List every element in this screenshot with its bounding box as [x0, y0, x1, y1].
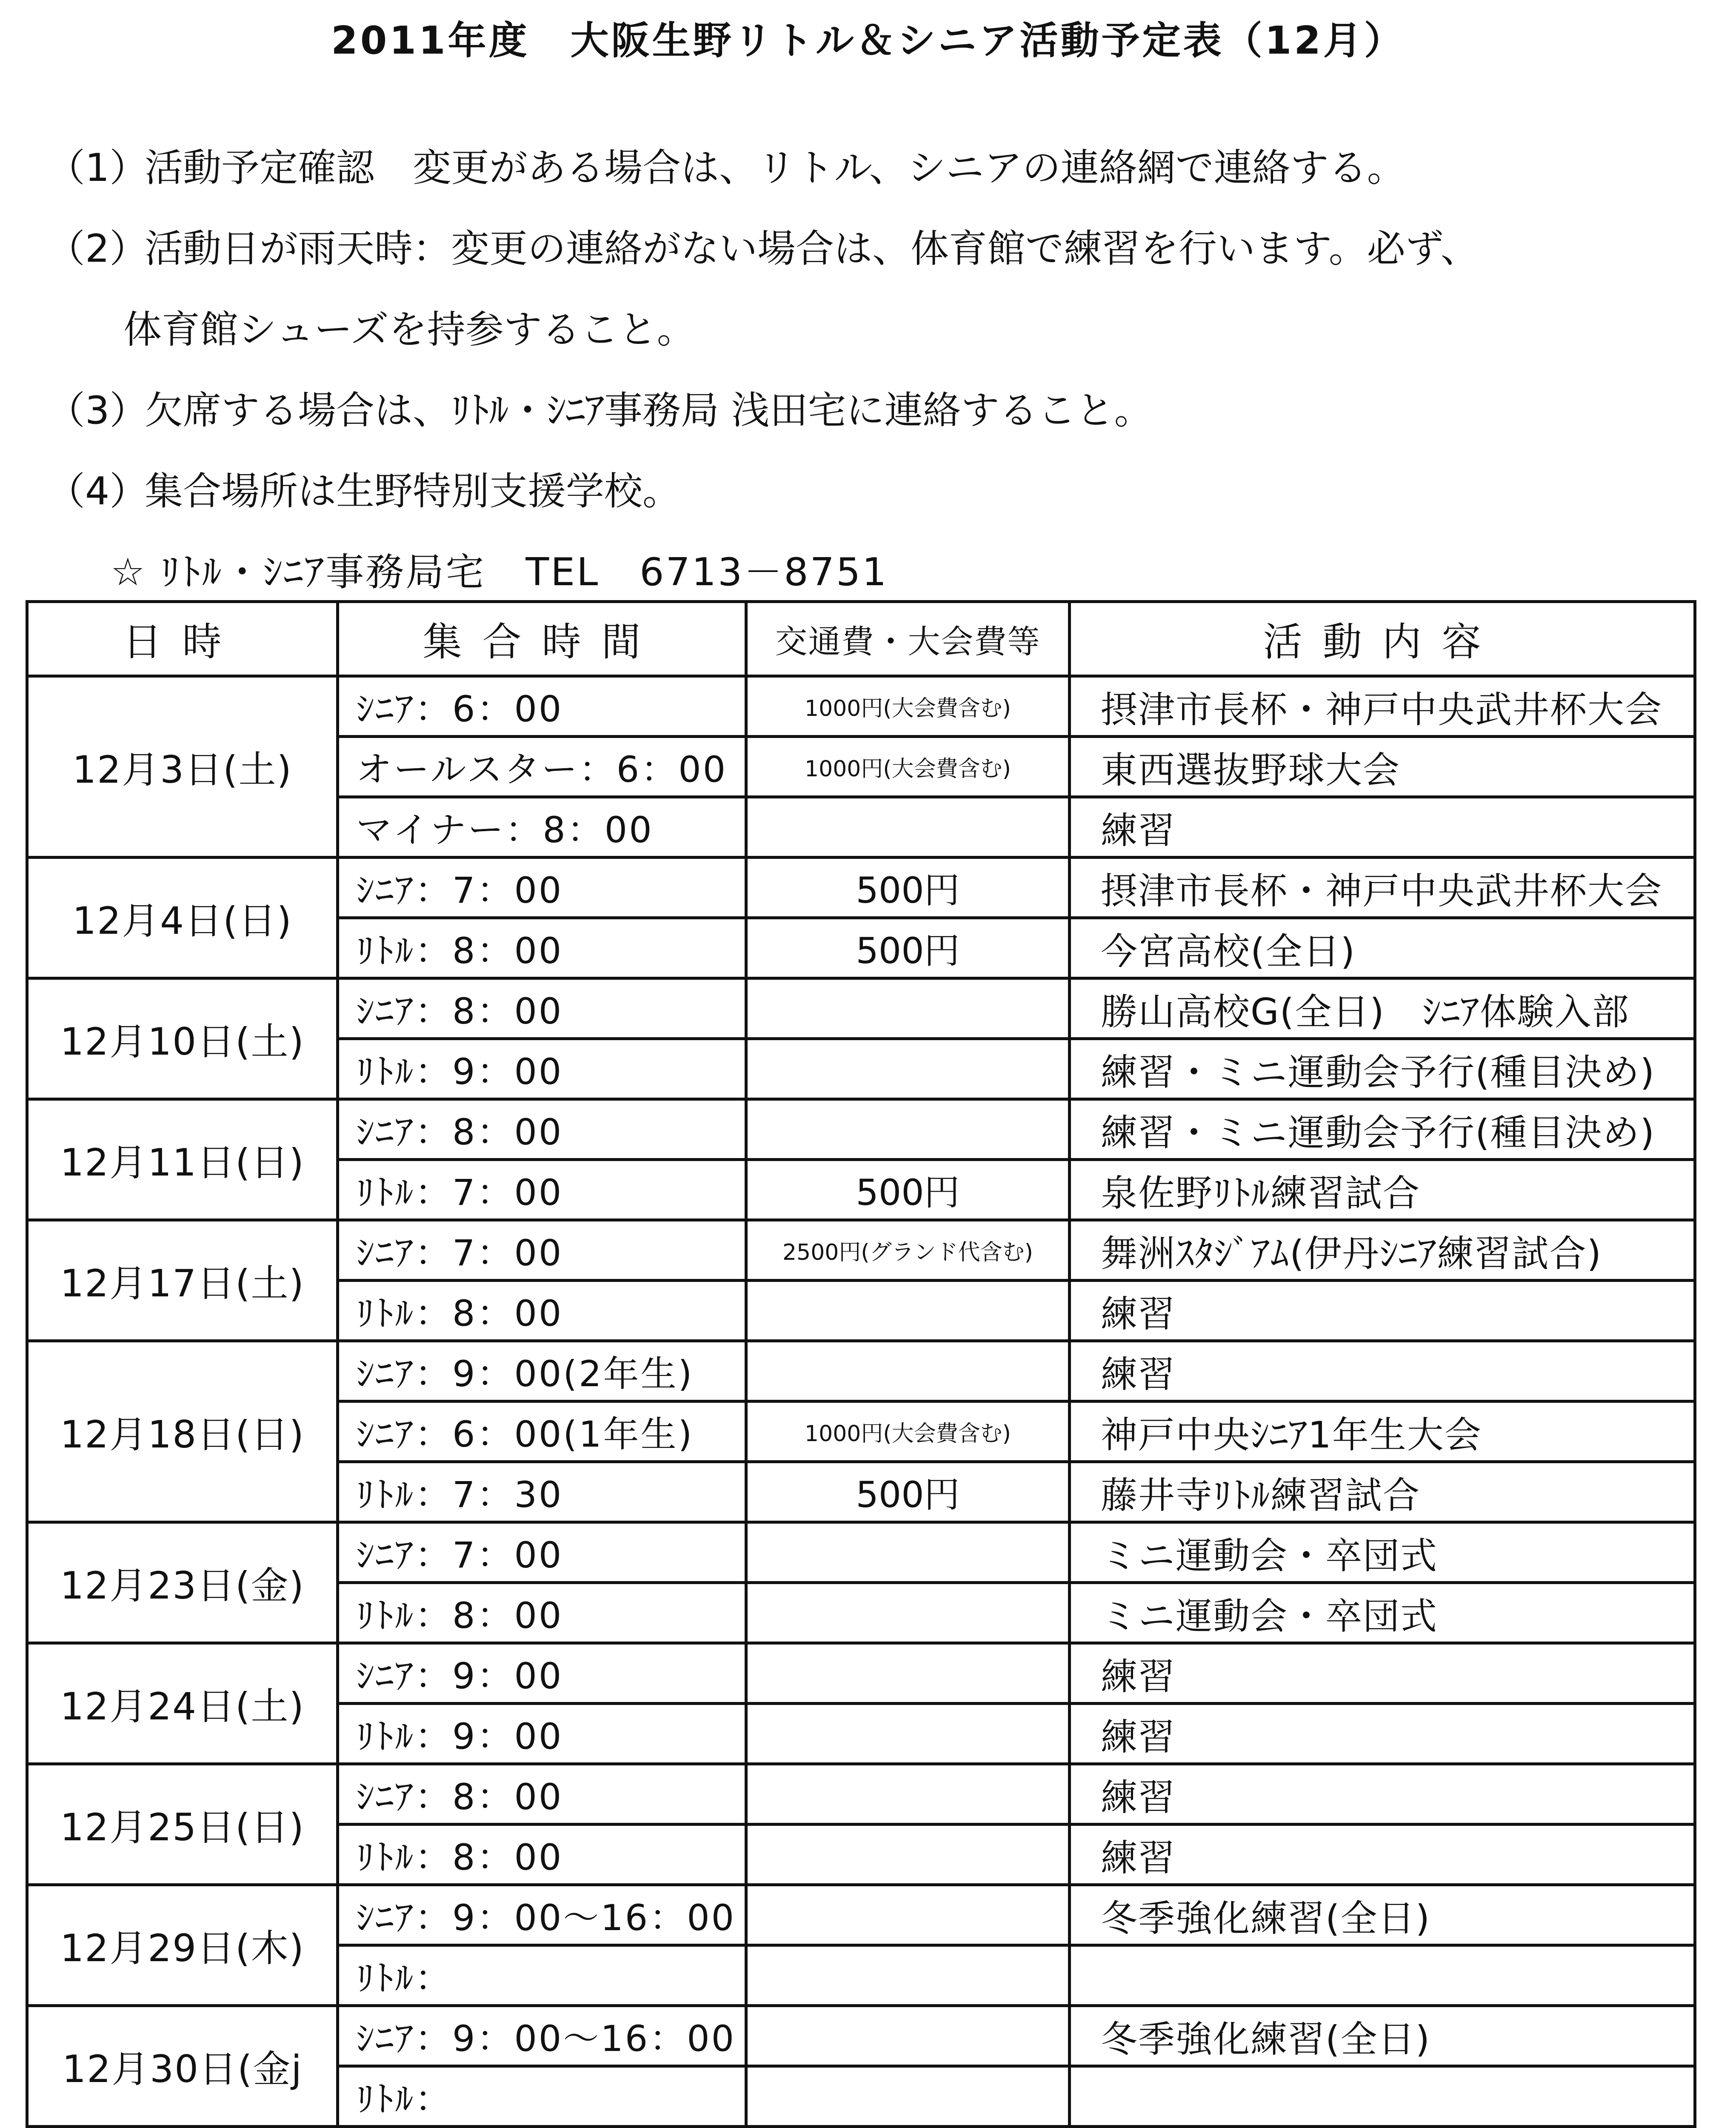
note-number: （3） [47, 388, 148, 433]
date-cell: 12月18日(日) [27, 1341, 338, 1522]
table-row [27, 1643, 1695, 1704]
time-cell: ｼﾆｱ：8：00 [338, 1099, 746, 1160]
date-cell: 12月10日(土) [27, 978, 338, 1099]
table-row [27, 1099, 1695, 1160]
fee-cell: 1000円(大会費含む) [746, 1402, 1070, 1462]
activity-cell: 練習 [1070, 1764, 1695, 1825]
activity-cell: ミニ運動会・卒団式 [1070, 1522, 1695, 1583]
time-cell: ｼﾆｱ：7：00 [338, 858, 746, 918]
activity-cell: 練習・ミニ運動会予行(種目決め) [1070, 1099, 1695, 1160]
time-cell: オールスター：6：00 [338, 737, 746, 797]
fee-cell [746, 1704, 1070, 1764]
date-cell: 12月29日(木) [27, 1885, 338, 2006]
table-row [27, 1522, 1695, 1583]
header-date: 日時 [27, 602, 338, 676]
activity-cell: 練習 [1070, 1704, 1695, 1764]
table-row [27, 1220, 1695, 1281]
time-cell: ﾘﾄﾙ： [338, 2066, 746, 2127]
header-activity: 活動内容 [1070, 602, 1695, 676]
fee-cell: 1000円(大会費含む) [746, 737, 1070, 797]
fee-cell [746, 2006, 1070, 2066]
table-row [27, 978, 1695, 1039]
page-title: 2011年度 大阪生野リトル＆シニア活動予定表（12月） [331, 18, 1405, 63]
table-header-row [27, 602, 1695, 676]
activity-cell: 冬季強化練習(全日) [1070, 2006, 1695, 2066]
table-row [27, 676, 1695, 737]
activity-cell [1070, 2066, 1695, 2127]
activity-cell: 勝山高校G(全日) ｼﾆｱ体験入部 [1070, 978, 1695, 1039]
note-text: 活動予定確認 変更がある場合は、リトル、シニアの連絡網で連絡する。 [145, 146, 1405, 190]
fee-cell [746, 1583, 1070, 1643]
fee-cell [746, 1039, 1070, 1099]
time-cell: ｼﾆｱ：9：00～16：00 [338, 1885, 746, 1945]
fee-cell [746, 797, 1070, 858]
notes-list [47, 128, 1706, 613]
note-2-continued [47, 289, 1706, 370]
fee-cell [746, 2127, 1070, 2128]
activity-cell: 練習 [1070, 1341, 1695, 1402]
time-cell: ﾘﾄﾙ：7：00 [338, 1160, 746, 1220]
fee-cell [746, 1341, 1070, 1402]
time-cell: ｼﾆｱ：9：00(2年生) [338, 1341, 746, 1402]
activity-cell [1070, 1945, 1695, 2006]
activity-cell: 東西選抜野球大会 [1070, 737, 1695, 797]
fee-cell: 500円 [746, 858, 1070, 918]
fee-cell [746, 1764, 1070, 1825]
contact-line: ☆ ﾘﾄﾙ・ｼﾆｱ事務局宅 TEL 6713－8751 [111, 550, 888, 595]
date-cell: 12月17日(土) [27, 1220, 338, 1341]
table-row [27, 1764, 1695, 1825]
fee-cell [746, 1825, 1070, 1885]
activity-cell: 泉佐野ﾘﾄﾙ練習試合 [1070, 1160, 1695, 1220]
fee-cell: 500円 [746, 1462, 1070, 1522]
date-cell: 12月25日(日) [27, 1764, 338, 1885]
date-cell: 12月23日(金) [27, 1522, 338, 1643]
date-cell: 12月4日(日) [27, 858, 338, 978]
header-fee: 交通費・大会費等 [746, 602, 1070, 676]
time-cell: ｼﾆｱ：7：00 [338, 1522, 746, 1583]
date-cell: 12月3日(土) [27, 676, 338, 858]
time-cell: ｼﾆｱ：6：00(1年生) [338, 1402, 746, 1462]
activity-cell: 神戸中央ｼﾆｱ1年生大会 [1070, 1402, 1695, 1462]
activity-cell: 舞洲ｽﾀｼﾞｱﾑ(伊丹ｼﾆｱ練習試合) [1070, 1220, 1695, 1281]
note-text: 集合場所は生野特別支援学校。 [145, 469, 681, 514]
time-cell: ｼﾆｱ：6：00 [338, 676, 746, 737]
activity-cell: 練習 [1070, 1825, 1695, 1885]
activity-cell: 摂津市長杯・神戸中央武井杯大会 [1070, 676, 1695, 737]
time-cell: マイナー：8：00 [338, 797, 746, 858]
fee-cell [746, 1281, 1070, 1341]
time-cell: ﾘﾄﾙ：8：00 [338, 918, 746, 978]
activity-cell: 練習 [1070, 1643, 1695, 1704]
table-row [27, 2006, 1695, 2066]
note-text: 欠席する場合は、ﾘﾄﾙ・ｼﾆｱ事務局 浅田宅に連絡すること。 [145, 388, 1153, 433]
note-2 [47, 209, 1706, 289]
activity-cell [1070, 2127, 1695, 2128]
table-row [27, 1885, 1695, 1945]
fee-cell [746, 1945, 1070, 2006]
schedule-body [27, 676, 1695, 2128]
note-number: （1） [47, 146, 148, 190]
note-1 [47, 128, 1706, 209]
time-cell: ﾘﾄﾙ：8：00 [338, 1825, 746, 1885]
time-cell: ﾘﾄﾙ：8：00 [338, 1281, 746, 1341]
table-row [27, 2127, 1695, 2128]
fee-cell: 1000円(大会費含む) [746, 676, 1070, 737]
time-cell [338, 2127, 746, 2128]
time-cell: ﾘﾄﾙ：8：00 [338, 1583, 746, 1643]
activity-cell: 藤井寺ﾘﾄﾙ練習試合 [1070, 1462, 1695, 1522]
fee-cell: 500円 [746, 1160, 1070, 1220]
fee-cell [746, 1099, 1070, 1160]
time-cell: ﾘﾄﾙ： [338, 1945, 746, 2006]
time-cell: ｼﾆｱ：9：00 [338, 1643, 746, 1704]
fee-cell [746, 978, 1070, 1039]
time-cell: ｼﾆｱ：7：00 [338, 1220, 746, 1281]
time-cell: ﾘﾄﾙ：9：00 [338, 1039, 746, 1099]
activity-cell: 練習 [1070, 797, 1695, 858]
fee-cell: 500円 [746, 918, 1070, 978]
activity-cell: ミニ運動会・卒団式 [1070, 1583, 1695, 1643]
header-time: 集合時間 [338, 602, 746, 676]
time-cell: ｼﾆｱ：8：00 [338, 978, 746, 1039]
note-3 [47, 370, 1706, 451]
fee-cell [746, 1885, 1070, 1945]
activity-cell: 練習・ミニ運動会予行(種目決め) [1070, 1039, 1695, 1099]
date-cell: 12月11日(日) [27, 1099, 338, 1220]
activity-cell: 今宮高校(全日) [1070, 918, 1695, 978]
note-text: 体育館シューズを持参すること。 [123, 307, 695, 352]
activity-cell: 練習 [1070, 1281, 1695, 1341]
date-cell: 12月24日(土) [27, 1643, 338, 1764]
time-cell: ｼﾆｱ：8：00 [338, 1764, 746, 1825]
table-row [27, 858, 1695, 918]
schedule-table [26, 600, 1696, 2128]
fee-cell [746, 2066, 1070, 2127]
date-cell: 12月30日(金j [27, 2006, 338, 2127]
time-cell: ﾘﾄﾙ：7：30 [338, 1462, 746, 1522]
time-cell: ｼﾆｱ：9：00～16：00 [338, 2006, 746, 2066]
time-cell: ﾘﾄﾙ：9：00 [338, 1704, 746, 1764]
note-number: （2） [47, 226, 148, 271]
note-text: 活動日が雨天時：変更の連絡がない場合は、体育館で練習を行います。必ず、 [145, 226, 1479, 271]
note-number: （4） [47, 469, 148, 514]
table-row [27, 1341, 1695, 1402]
fee-cell [746, 1643, 1070, 1704]
fee-cell [746, 1522, 1070, 1583]
note-4 [47, 451, 1706, 532]
activity-cell: 冬季強化練習(全日) [1070, 1885, 1695, 1945]
fee-cell: 2500円(グランド代含む) [746, 1220, 1070, 1281]
activity-cell: 摂津市長杯・神戸中央武井杯大会 [1070, 858, 1695, 918]
date-cell [27, 2127, 338, 2128]
